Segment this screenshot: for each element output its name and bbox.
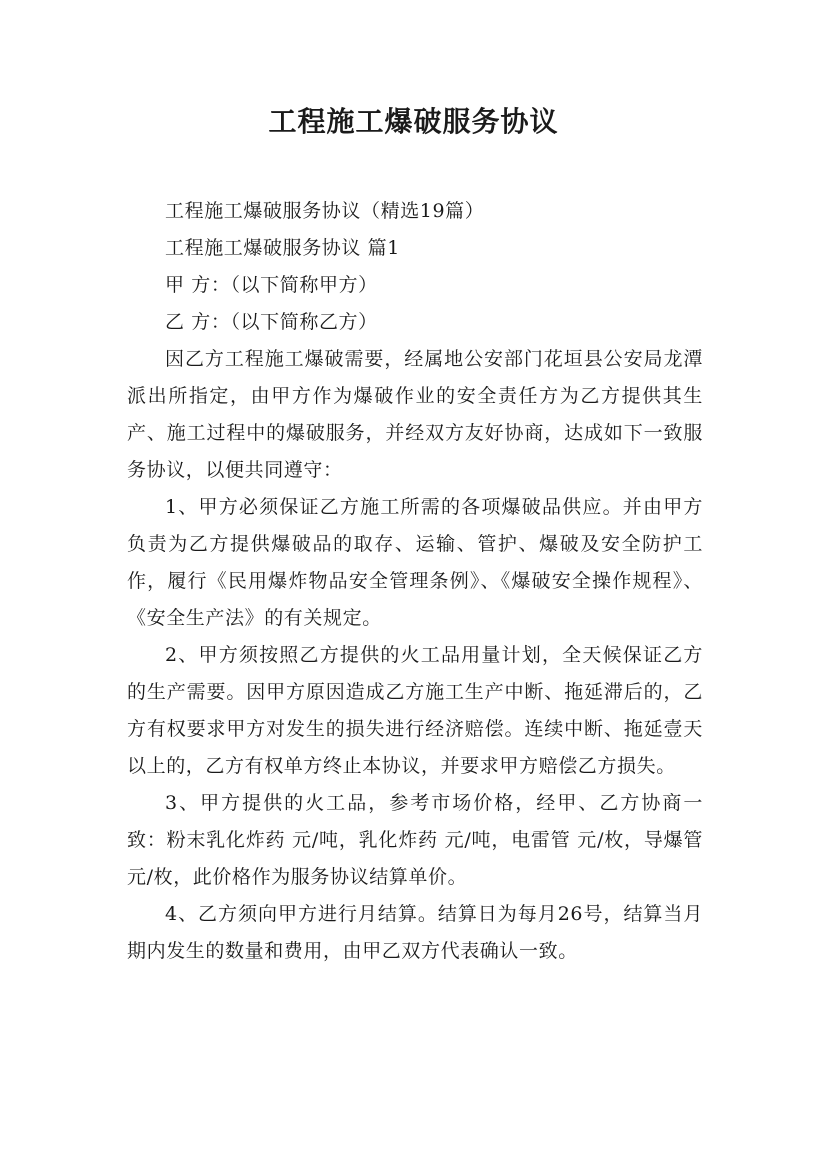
paragraph-clause-3: 3、甲方提供的火工品，参考市场价格，经甲、乙方协商一致：粉末乳化炸药 元/吨，乳化炸药 元/吨，电雷管 元/枚，导爆管 元/枚，此价格作为服务协议结算单价。 <box>127 792 703 888</box>
document-title: 工程施工爆破服务协议 <box>268 105 559 138</box>
document-body <box>127 193 703 970</box>
paragraph-party-a: 甲 方：（以下简称甲方） <box>165 274 378 296</box>
paragraph-party-b: 乙 方：（以下简称乙方） <box>165 311 378 333</box>
paragraph-clause-4: 4、乙方须向甲方进行月结算。结算日为每月26号，结算当月期内发生的数量和费用，由甲乙双方代表确认一致。 <box>127 903 703 962</box>
paragraph-clause-2: 2、甲方须按照乙方提供的火工品用量计划，全天候保证乙方的生产需要。因甲方原因造成乙方施工生产中断、拖延滞后的，乙方有权要求甲方对发生的损失进行经济赔偿。连续中断、拖延壹天以上的，乙方有权单方终止本协议，并要求甲方赔偿乙方损失。 <box>127 644 703 777</box>
paragraph-preamble: 因乙方工程施工爆破需要，经属地公安部门花垣县公安局龙潭派出所指定，由甲方作为爆破作业的安全责任方为乙方提供其生产、施工过程中的爆破服务，并经双方友好协商，达成如下一致服务协议，以便共同遵守： <box>127 348 703 481</box>
paragraph-subtitle: 工程施工爆破服务协议（精选19篇） <box>165 200 485 222</box>
paragraph-section-heading: 工程施工爆破服务协议 篇1 <box>165 237 400 259</box>
paragraph-clause-1: 1、甲方必须保证乙方施工所需的各项爆破品供应。并由甲方负责为乙方提供爆破品的取存、运输、管护、爆破及安全防护工作，履行《民用爆炸物品安全管理条例》、《爆破安全操作规程》、《安全生产法》的有关规定。 <box>127 496 703 629</box>
